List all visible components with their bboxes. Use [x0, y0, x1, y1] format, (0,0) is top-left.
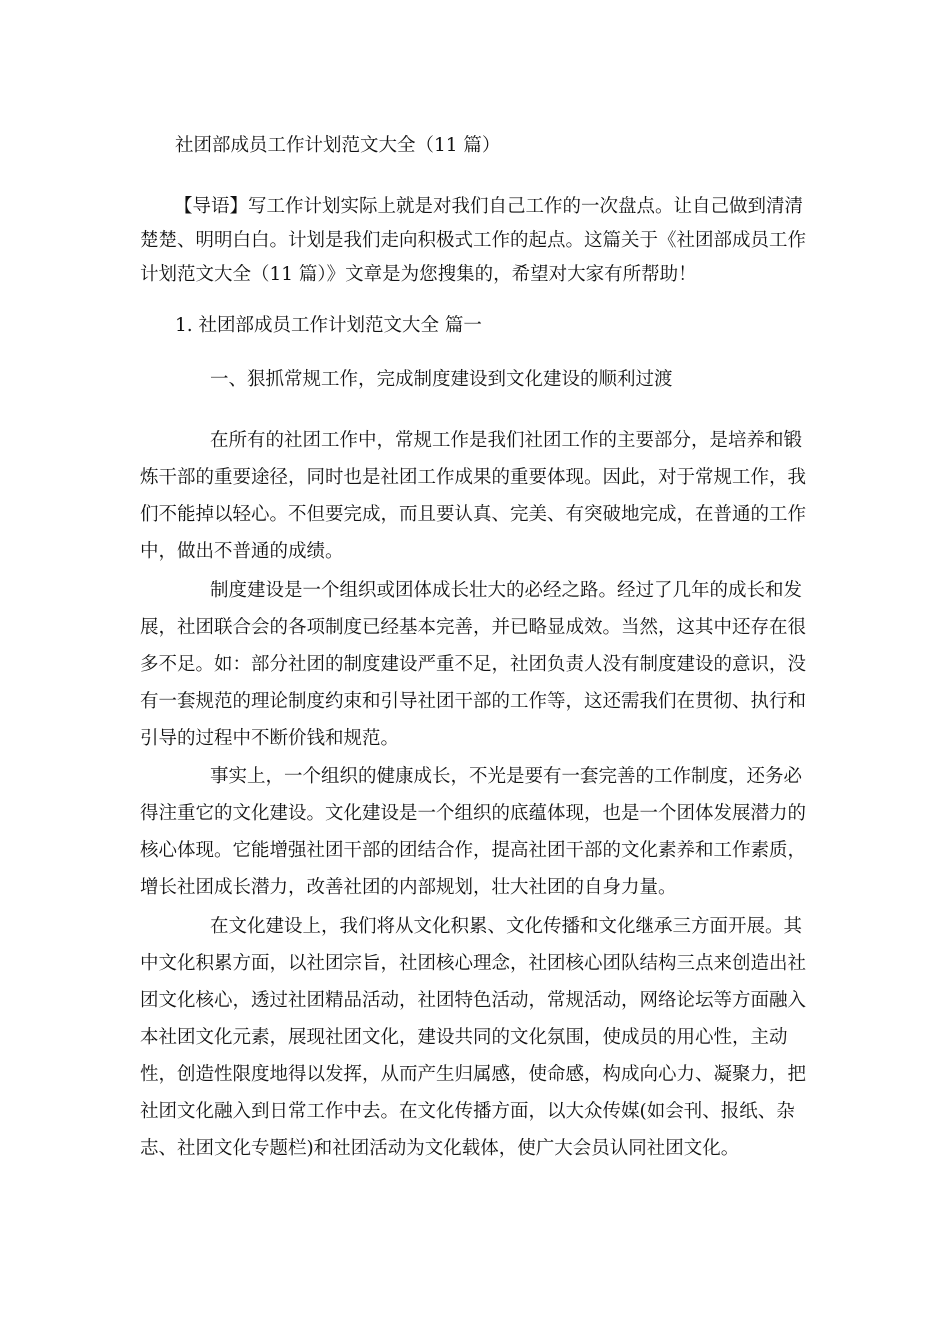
sub-heading: 一、狠抓常规工作，完成制度建设到文化建设的顺利过渡: [210, 369, 673, 390]
body-paragraph-1: 在所有的社团工作中，常规工作是我们社团工作的主要部分，是培养和锻炼干部的重要途径，同时也是社团工作成果的重要体现。因此，对于常规工作，我们不能掉以轻心。不但要完成，而且要认真、完美、有突破地完成，在普通的工作中，做出不普通的成绩。: [140, 430, 807, 562]
section-heading: 1. 社团部成员工作计划范文大全 篇一: [175, 315, 482, 336]
document-title: 社团部成员工作计划范文大全（11 篇）: [175, 135, 501, 156]
body-paragraph-2: 制度建设是一个组织或团体成长壮大的必经之路。经过了几年的成长和发展，社团联合会的各项制度已经基本完善，并已略显成效。当然，这其中还存在很多不足。如：部分社团的制度建设严重不足，社团负责人没有制度建设的意识，没有一套规范的理论制度约束和引导社团干部的工作等，这还需我们在贯彻、执行和引导的过程中不断价钱和规范。: [140, 580, 807, 749]
body-paragraph-4: 在文化建设上，我们将从文化积累、文化传播和文化继承三方面开展。其中文化积累方面，以社团宗旨，社团核心理念，社团核心团队结构三点来创造出社团文化核心，透过社团精品活动，社团特色活动，常规活动，网络论坛等方面融入本社团文化元素，展现社团文化，建设共同的文化氛围，使成员的用心性，主动性，创造性限度地得以发挥，从而产生归属感，使命感，构成向心力、凝聚力，把社团文化融入到日常工作中去。在文化传播方面，以大众传媒(如会刊、报纸、杂志、社团文化专题栏)和社团活动为文化载体，使广大会员认同社团文化。: [140, 916, 807, 1159]
intro-paragraph: 【导语】写工作计划实际上就是对我们自己工作的一次盘点。让自己做到清清楚楚、明明白白。计划是我们走向积极式工作的起点。这篇关于《社团部成员工作计划范文大全（11 篇）》文章是为您搜集的，希望对大家有所帮助！: [140, 196, 807, 285]
body-paragraph-3: 事实上，一个组织的健康成长，不光是要有一套完善的工作制度，还务必得注重它的文化建设。文化建设是一个组织的底蕴体现，也是一个团体发展潜力的核心体现。它能增强社团干部的团结合作，提高社团干部的文化素养和工作素质，增长社团成长潜力，改善社团的内部规划，壮大社团的自身力量。: [140, 766, 807, 898]
